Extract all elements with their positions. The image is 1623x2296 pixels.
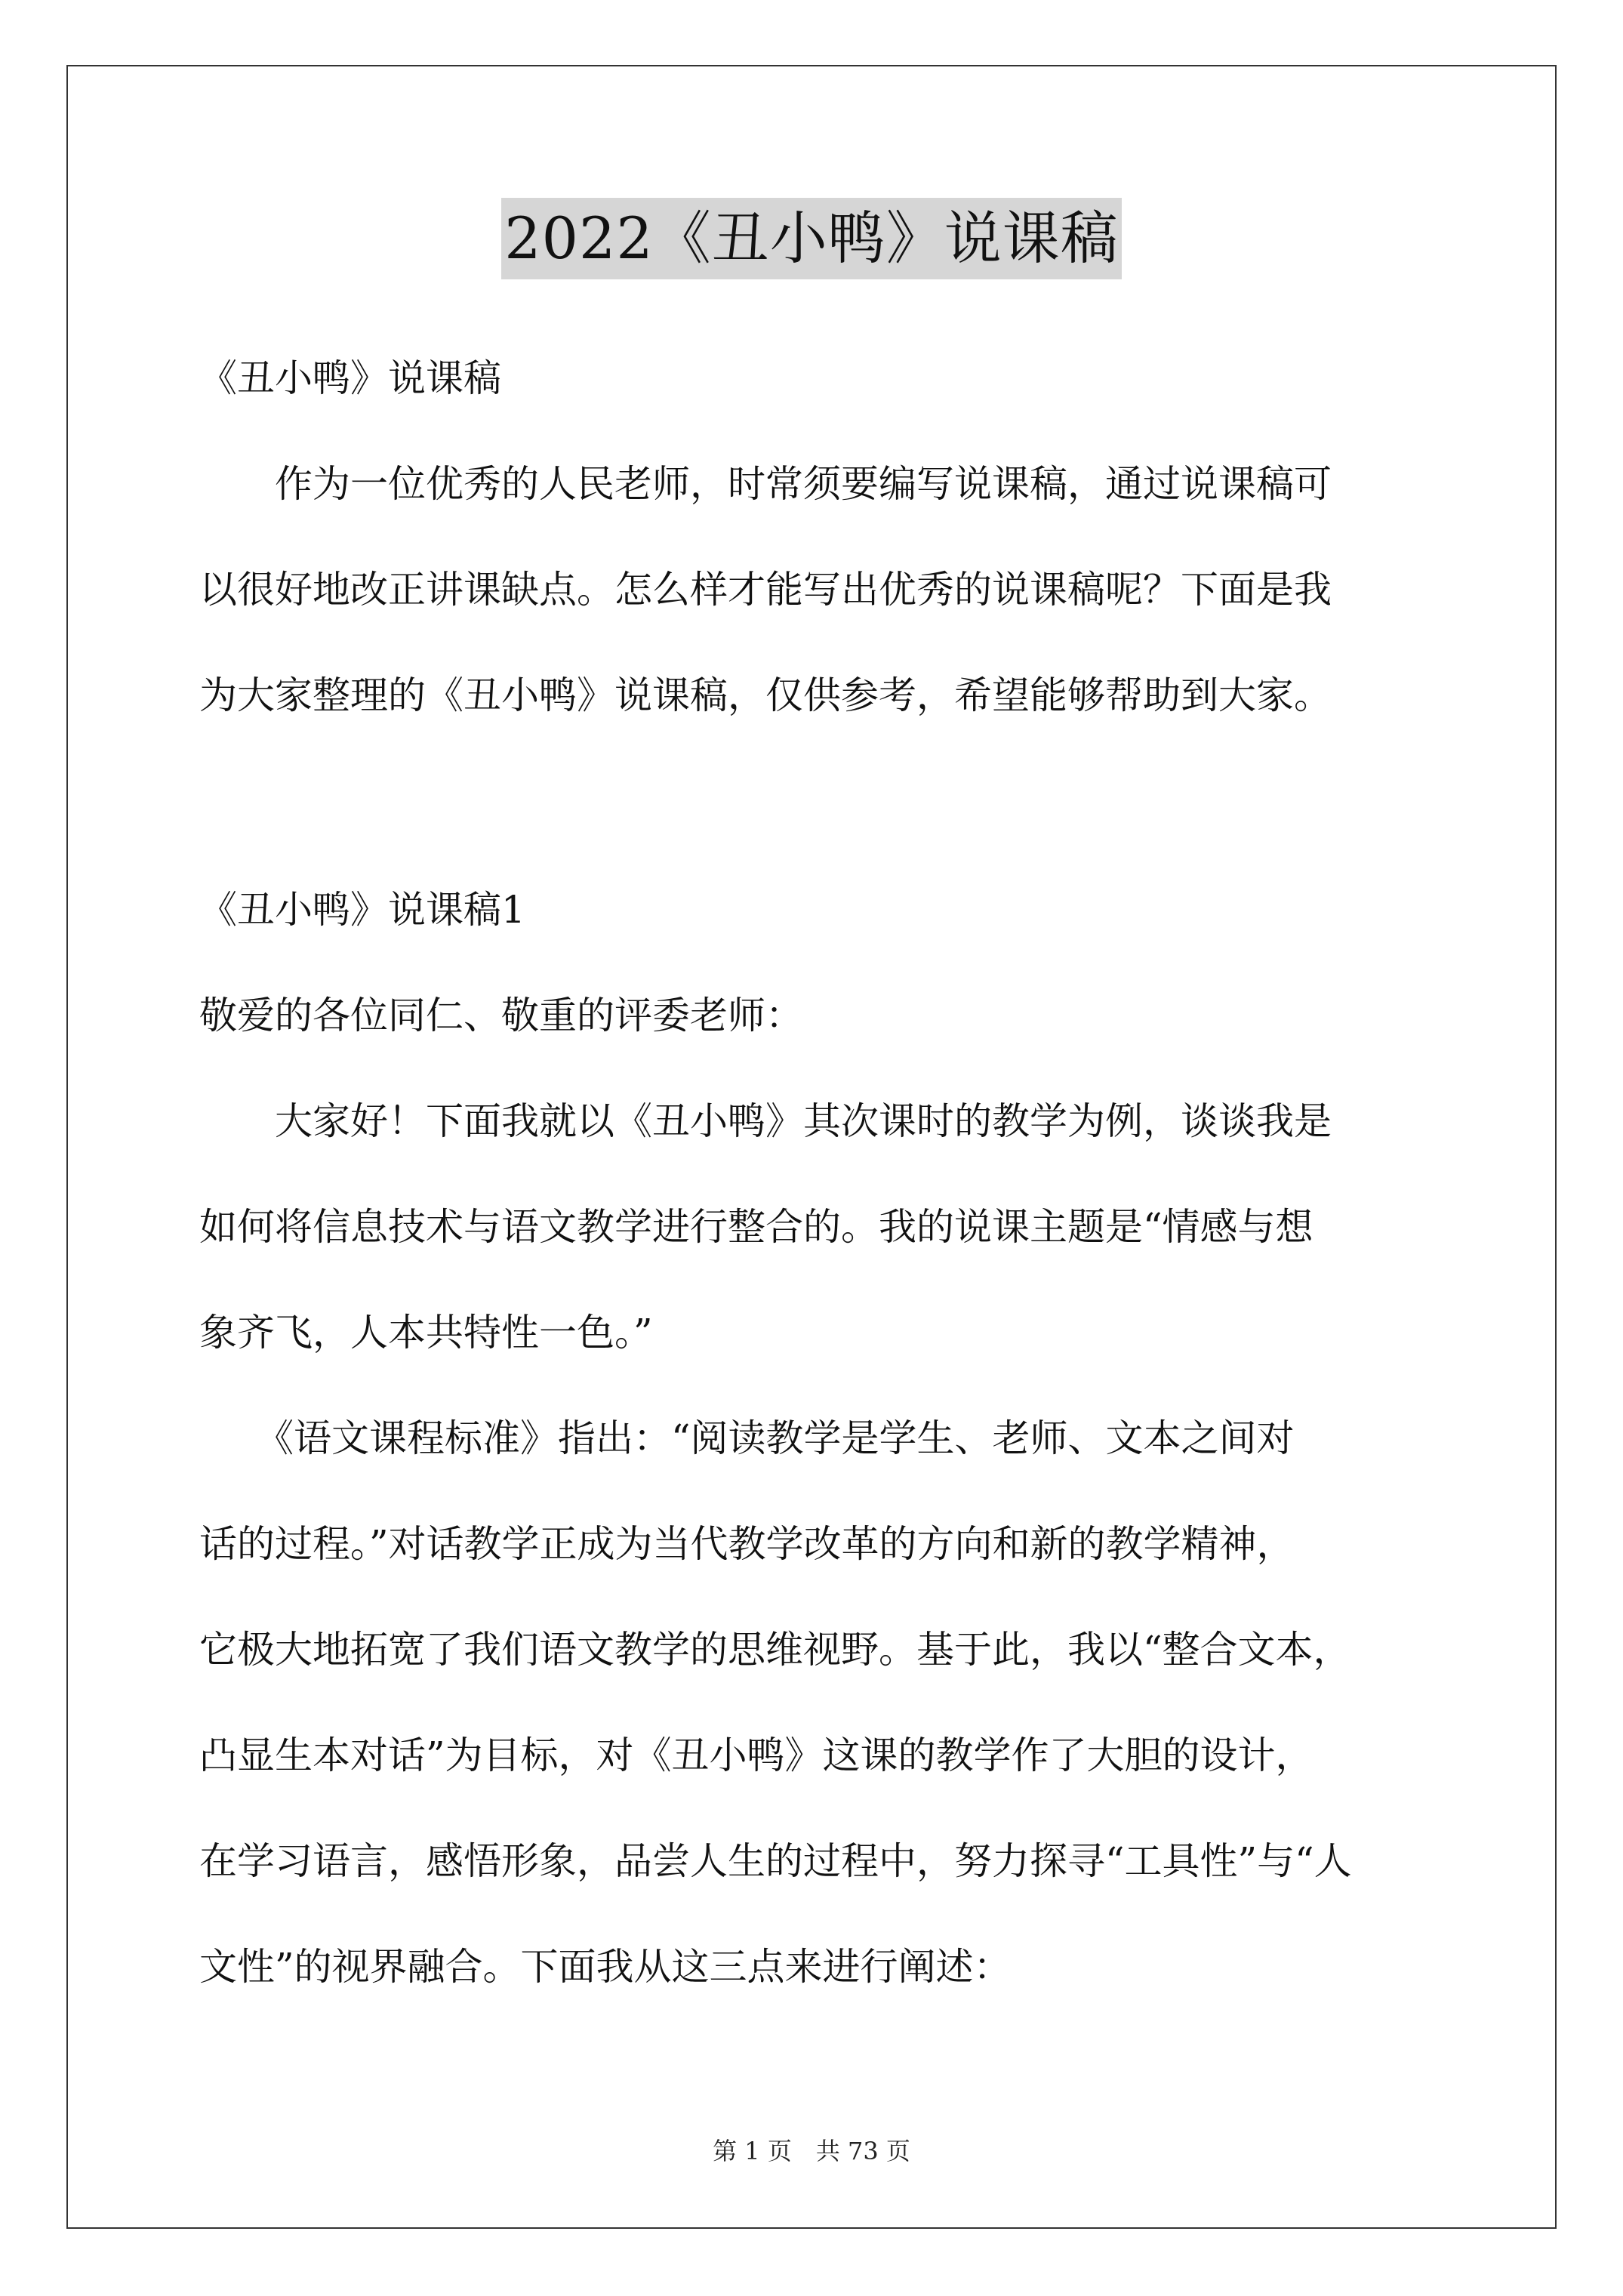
paragraph-line: 为大家整理的《丑小鸭》说课稿，仅供参考，希望能够帮助到大家。 — [199, 673, 1332, 717]
subtitle-line: 《丑小鸭》说课稿 — [199, 356, 501, 400]
paragraph-line: 象齐飞，人本共特性一色。” — [199, 1311, 653, 1354]
document-title: 2022《丑小鸭》说课稿 — [501, 198, 1121, 279]
paragraph-line: 以很好地改正讲课缺点。怎么样才能写出优秀的说课稿呢？下面是我 — [199, 568, 1332, 612]
section-heading: 《丑小鸭》说课稿1 — [199, 888, 525, 932]
paragraph-line: 文性”的视界融合。下面我从这三点来进行阐述： — [199, 1945, 1012, 1989]
title-container — [0, 198, 1623, 279]
paragraph-line: 话的过程。”对话教学正成为当代教学改革的方向和新的教学精神， — [199, 1522, 1295, 1566]
paragraph-line: 在学习语言，感悟形象，品尝人生的过程中，努力探寻“工具性”与“人 — [199, 1839, 1352, 1883]
salutation-line: 敬爱的各位同仁、敬重的评委老师： — [199, 994, 803, 1037]
paragraph-line: 大家好！下面我就以《丑小鸭》其次课时的教学为例，谈谈我是 — [199, 1099, 1332, 1143]
page-number-footer: 第 1 页 共 73 页 — [713, 2137, 910, 2165]
paragraph-line: 《语文课程标准》指出：“阅读教学是学生、老师、文本之间对 — [199, 1416, 1295, 1460]
paragraph-line: 凸显生本对话”为目标，对《丑小鸭》这课的教学作了大胆的设计， — [199, 1734, 1313, 1777]
paragraph-line: 作为一位优秀的人民老师，时常须要编写说课稿，通过说课稿可 — [199, 462, 1332, 506]
paragraph-line: 它极大地拓宽了我们语文教学的思维视野。基于此，我以“整合文本， — [199, 1628, 1351, 1672]
paragraph-line: 如何将信息技术与语文教学进行整合的。我的说课主题是“情感与想 — [199, 1205, 1313, 1249]
